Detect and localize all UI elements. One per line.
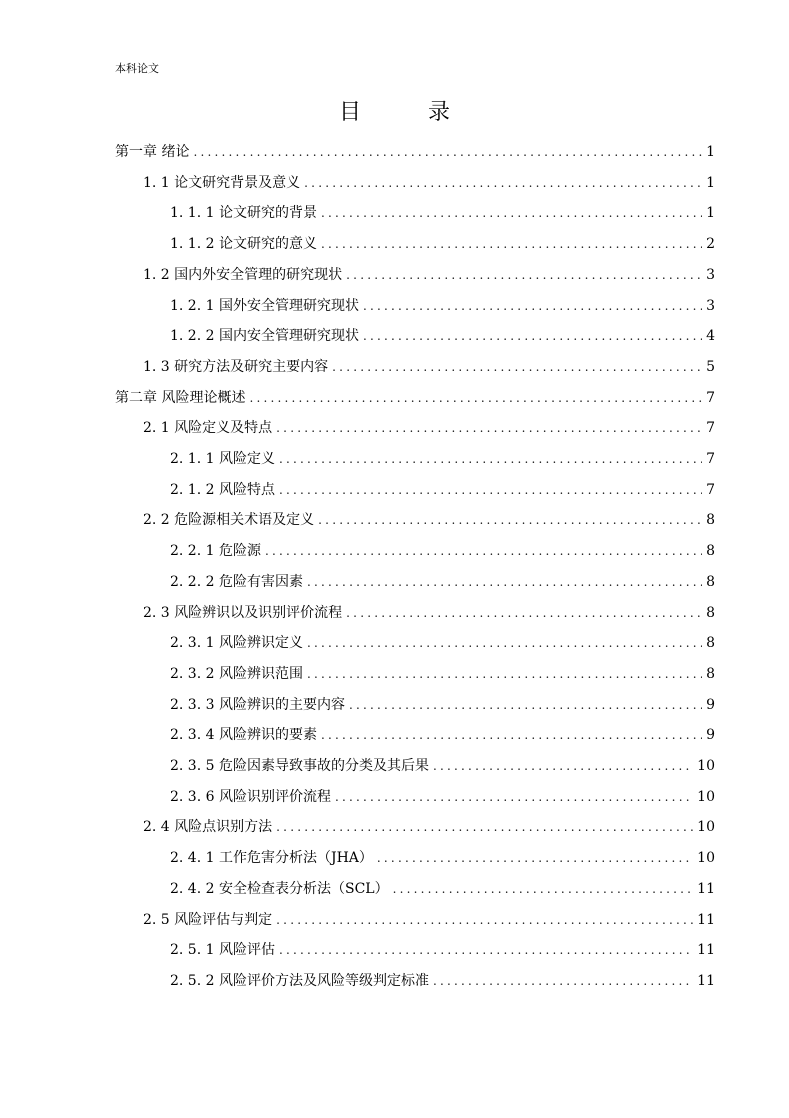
toc-dot-leader <box>276 416 702 440</box>
toc-entry-label: 2. 4 风险点识别方法 <box>143 819 273 836</box>
toc-entry-label: 2. 4. 1 工作危害分析法（JHA） <box>170 850 373 867</box>
toc-dot-leader <box>307 662 702 686</box>
toc-dot-leader <box>321 201 702 225</box>
toc-dot-leader <box>279 938 693 962</box>
toc-entry-page: 3 <box>706 297 715 314</box>
toc-dot-leader <box>279 478 702 502</box>
toc-entry-label: 2. 3 风险辨识以及识别评价流程 <box>143 604 343 621</box>
toc-dot-leader <box>346 263 702 287</box>
toc-dot-leader <box>249 386 702 410</box>
toc-dot-leader <box>433 754 693 778</box>
toc-dot-leader <box>279 447 702 471</box>
toc-entry-label: 1. 1 论文研究背景及意义 <box>143 174 301 191</box>
toc-entry[interactable] <box>115 171 715 195</box>
toc-entry-label: 1. 2. 2 国内安全管理研究现状 <box>170 328 359 345</box>
toc-dot-leader <box>307 631 702 655</box>
toc-entry[interactable] <box>115 324 715 348</box>
toc-dot-leader <box>346 601 702 625</box>
toc-entry-page: 8 <box>706 512 715 529</box>
toc-entry[interactable] <box>115 846 715 870</box>
toc-entry-page: 3 <box>706 266 715 283</box>
toc-entry-page: 1 <box>706 144 715 160</box>
toc-entry[interactable] <box>115 447 715 471</box>
toc-entry[interactable] <box>115 478 715 502</box>
toc-dot-leader <box>349 693 702 717</box>
toc-entry-page: 1 <box>706 174 715 191</box>
toc-entry[interactable] <box>115 631 715 655</box>
toc-entry[interactable] <box>115 908 715 932</box>
toc-dot-leader <box>321 723 702 747</box>
toc-entry-label: 2. 2 危险源相关术语及定义 <box>143 512 315 529</box>
toc-entry[interactable] <box>115 539 715 563</box>
toc-dot-leader <box>304 171 702 195</box>
toc-entry-page: 9 <box>706 696 715 713</box>
toc-entry-page: 7 <box>706 481 715 498</box>
toc-entry[interactable] <box>115 601 715 625</box>
toc-entry-label: 1. 1. 2 论文研究的意义 <box>170 236 317 253</box>
toc-entry[interactable] <box>115 570 715 594</box>
toc-entry-label: 2. 1 风险定义及特点 <box>143 420 273 437</box>
toc-entry-label: 2. 1. 2 风险特点 <box>170 481 275 498</box>
toc-entry-label: 2. 3. 5 危险因素导致事故的分类及其后果 <box>170 758 429 774</box>
toc-entry[interactable] <box>115 877 715 901</box>
toc-entry[interactable] <box>115 785 715 809</box>
toc-entry-page: 8 <box>706 604 715 621</box>
toc-entry-label: 1. 2 国内外安全管理的研究现状 <box>143 266 343 283</box>
page-header: 本科论文 <box>115 62 159 75</box>
toc-entry-label: 2. 3. 2 风险辨识范围 <box>170 665 303 682</box>
toc-entry[interactable] <box>115 294 715 318</box>
toc-entry-label: 1. 3 研究方法及研究主要内容 <box>143 358 329 375</box>
toc-entry-label: 2. 2. 2 危险有害因素 <box>170 573 303 590</box>
toc-dot-leader <box>193 140 702 164</box>
toc-entry[interactable] <box>115 938 715 962</box>
toc-entry[interactable] <box>115 815 715 839</box>
toc-entry-page: 10 <box>697 758 715 774</box>
toc-entry-label: 1. 2. 1 国外安全管理研究现状 <box>170 297 359 314</box>
toc-entry-page: 11 <box>697 972 715 989</box>
toc-entry-label: 2. 3. 4 风险辨识的要素 <box>170 727 317 744</box>
toc-entry-page: 8 <box>706 573 715 590</box>
toc-entry-label: 2. 3. 3 风险辨识的主要内容 <box>170 696 345 713</box>
toc-dot-leader <box>363 294 702 318</box>
toc-dot-leader <box>332 355 702 379</box>
toc-entry-page: 5 <box>706 358 715 375</box>
toc-entry[interactable] <box>115 754 715 778</box>
toc-entry-label: 2. 2. 1 危险源 <box>170 543 261 560</box>
page-title: 目 录 <box>339 100 480 125</box>
toc-dot-leader <box>393 877 694 901</box>
toc-dot-leader <box>276 815 693 839</box>
toc-entry-page: 10 <box>697 850 715 867</box>
toc-entry-page: 7 <box>706 389 715 406</box>
toc-entry[interactable] <box>115 201 715 225</box>
toc-entry[interactable] <box>115 140 715 164</box>
toc-entry[interactable] <box>115 723 715 747</box>
toc-entry[interactable] <box>115 508 715 532</box>
toc-entry-page: 8 <box>706 635 715 652</box>
toc-dot-leader <box>377 846 693 870</box>
toc-entry-label: 2. 3. 6 风险识别评价流程 <box>170 788 331 805</box>
toc-entry[interactable] <box>115 355 715 379</box>
toc-entry-page: 11 <box>697 942 715 959</box>
toc-dot-leader <box>433 969 693 993</box>
toc-entry-label: 第一章 绪论 <box>115 144 190 160</box>
toc-entry-label: 2. 5. 1 风险评估 <box>170 942 275 959</box>
toc-entry-page: 8 <box>706 543 715 560</box>
toc-entry[interactable] <box>115 416 715 440</box>
toc-dot-leader <box>321 232 702 256</box>
toc-entry[interactable] <box>115 232 715 256</box>
toc-dot-leader <box>318 508 702 532</box>
toc-entry-label: 1. 1. 1 论文研究的背景 <box>170 205 317 222</box>
toc-entry-page: 2 <box>706 236 715 253</box>
toc-dot-leader <box>265 539 702 563</box>
toc-entry-page: 11 <box>697 911 715 928</box>
toc-dot-leader <box>363 324 702 348</box>
toc-entry-label: 2. 5. 2 风险评价方法及风险等级判定标准 <box>170 972 429 989</box>
toc-entry[interactable] <box>115 969 715 993</box>
toc-entry-label: 2. 4. 2 安全检查表分析法（SCL） <box>170 880 389 897</box>
toc-entry-page: 4 <box>706 328 715 345</box>
toc-entry-label: 2. 5 风险评估与判定 <box>143 911 273 928</box>
toc-dot-leader <box>276 908 693 932</box>
toc-entry-page: 9 <box>706 727 715 744</box>
toc-entry[interactable] <box>115 693 715 717</box>
toc-entry[interactable] <box>115 386 715 410</box>
toc-entry-page: 10 <box>697 819 715 836</box>
toc-entry-page: 7 <box>706 420 715 437</box>
toc-entry-label: 2. 1. 1 风险定义 <box>170 451 275 467</box>
toc-dot-leader <box>335 785 693 809</box>
toc-entry[interactable] <box>115 263 715 287</box>
toc-entry-label: 2. 3. 1 风险辨识定义 <box>170 635 303 652</box>
toc-entry-page: 11 <box>697 880 715 897</box>
toc-entry-page: 7 <box>706 451 715 467</box>
toc-entry-page: 8 <box>706 665 715 682</box>
toc-entry-label: 第二章 风险理论概述 <box>115 389 246 406</box>
toc-entry-page: 10 <box>697 788 715 805</box>
toc-entry-page: 1 <box>706 205 715 222</box>
toc-dot-leader <box>307 570 702 594</box>
toc-entry[interactable] <box>115 662 715 686</box>
